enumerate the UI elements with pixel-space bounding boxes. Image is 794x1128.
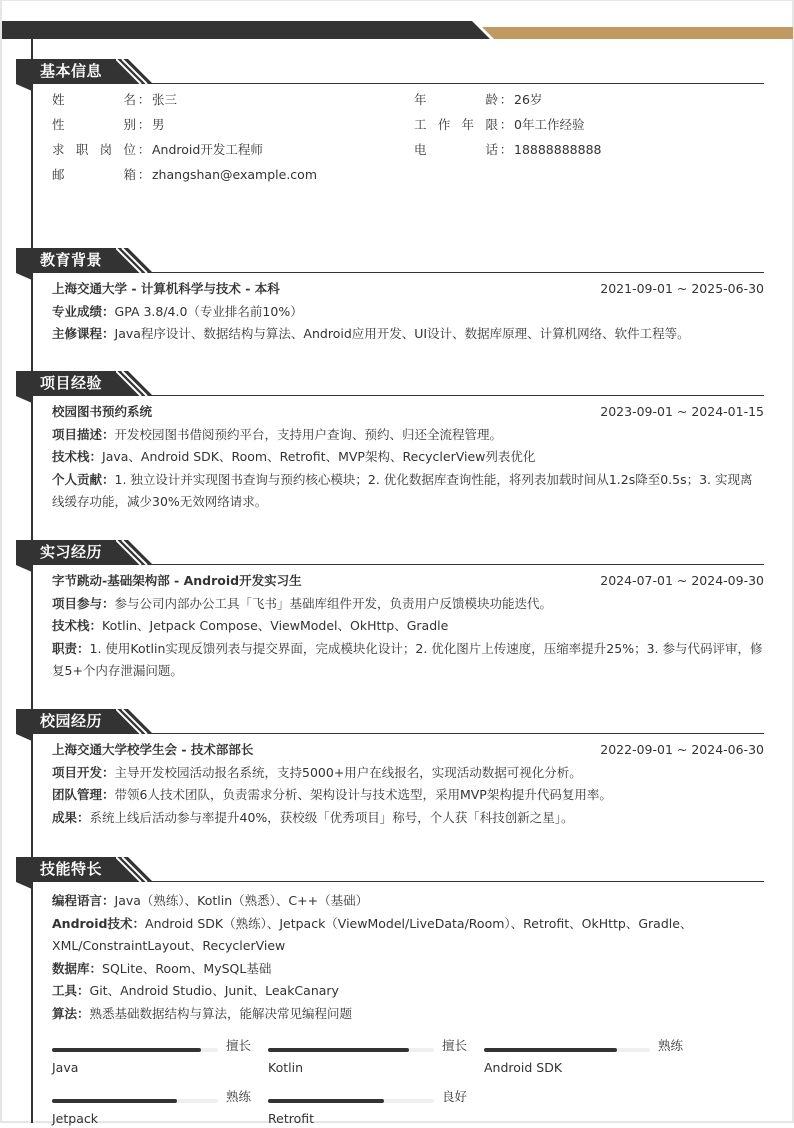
skill-name: Retrofit — [268, 1111, 315, 1126]
section-skills — [16, 857, 764, 1126]
info-row-name: 姓名 ： 张三 — [52, 89, 177, 111]
project-line: 技术栈：Java、Android SDK、Room、Retrofit、MVP架构、RecyclerView列表优化 — [52, 449, 536, 464]
section-header — [16, 709, 764, 734]
skill-level: 熟练 — [658, 1038, 684, 1053]
skill-name: Android SDK — [484, 1060, 563, 1075]
section-divider — [152, 733, 764, 734]
campus-line: 项目开发：主导开发校园活动报名系统，支持5000+用户在线报名，实现活动数据可视化分析。 — [52, 764, 582, 780]
section-divider — [152, 395, 764, 396]
skill-level: 擅长 — [442, 1038, 468, 1053]
section-title: 教育背景 — [40, 251, 103, 269]
skill-track — [268, 1048, 434, 1052]
info-value: zhangshan@example.com — [152, 167, 317, 182]
date-range: 2022-09-01 ~ 2024-06-30 — [600, 742, 764, 757]
section-education — [16, 248, 764, 346]
skill-line: Android技术：Android SDK（熟练）、Jetpack（ViewModel/LiveData/Room）、Retrofit、OkHttp、Gradle、XML/ConstraintLayout、RecyclerView — [52, 915, 693, 953]
info-row-email: 邮箱 ： zhangshan@example.com — [52, 164, 317, 186]
info-value: 18888888888 — [514, 142, 602, 157]
section-header — [16, 248, 764, 273]
skill-level: 熟练 — [226, 1089, 252, 1104]
basic-info-grid — [52, 89, 764, 189]
info-value: 26岁 — [514, 92, 543, 107]
info-label: 姓名 — [52, 92, 136, 107]
skill-line: 工具：Git、Android Studio、Junit、LeakCanary — [52, 983, 339, 998]
edu-line: 专业成绩：GPA 3.8/4.0（专业排名前10%） — [52, 303, 303, 319]
stripes-decoration-icon — [116, 857, 156, 882]
skill-track — [484, 1048, 650, 1052]
org-role: 上海交通大学校学生会 - 技术部部长 — [52, 742, 254, 757]
section-title: 技能特长 — [40, 860, 103, 878]
info-row-gender: 性别 ： 男 — [52, 114, 165, 136]
section-title: 基本信息 — [40, 62, 103, 80]
stripes-decoration-icon — [116, 248, 156, 273]
skill-fill — [484, 1048, 617, 1052]
info-value: 张三 — [152, 92, 178, 107]
skill-name: Kotlin — [268, 1060, 303, 1075]
stripes-decoration-icon — [116, 59, 156, 84]
skill-name: Jetpack — [52, 1111, 98, 1126]
date-range: 2021-09-01 ~ 2025-06-30 — [600, 281, 764, 296]
info-row-position: 求职岗位 ： Android开发工程师 — [52, 139, 263, 161]
info-label: 求职岗位 — [52, 142, 136, 157]
skill-line: 数据库：SQLite、Room、MySQL基础 — [52, 960, 272, 976]
header-bar-gold — [482, 27, 793, 39]
skill-level: 良好 — [442, 1089, 468, 1104]
skill-fill — [268, 1099, 384, 1103]
skill-fill — [268, 1048, 409, 1052]
skill-name: Java — [52, 1060, 79, 1075]
section-divider — [152, 83, 764, 84]
info-label: 年龄 — [414, 92, 498, 107]
info-value: 男 — [152, 117, 165, 132]
education-heading — [52, 278, 764, 301]
company-role: 字节跳动-基础架构部 - Android开发实习生 — [52, 573, 302, 588]
campus-heading — [52, 739, 764, 762]
date-range: 2024-07-01 ~ 2024-09-30 — [600, 573, 764, 588]
edu-line: 主修课程：Java程序设计、数据结构与算法、Android应用开发、UI设计、数据库原理、计算机网络、软件工程等。 — [52, 326, 690, 341]
skill-fill — [52, 1048, 201, 1052]
skill-track — [52, 1099, 218, 1103]
date-range: 2023-09-01 ~ 2024-01-15 — [600, 404, 764, 419]
internship-line: 技术栈：Kotlin、Jetpack Compose、ViewModel、OkHttp、Gradle — [52, 618, 449, 633]
section-title: 项目经验 — [40, 374, 103, 392]
section-divider — [152, 564, 764, 565]
internship-line: 职责：1. 使用Kotlin实现反馈列表与提交界面，完成模块化设计；2. 优化图片上传速度，压缩率提升25%；3. 参与代码评审，修复5+个内存泄漏问题。 — [52, 640, 763, 678]
section-basic-info — [16, 59, 764, 189]
skill-track — [268, 1099, 434, 1103]
section-title: 实习经历 — [40, 543, 103, 561]
project-line: 项目描述：开发校园图书借阅预约平台，支持用户查询、预约、归还全流程管理。 — [52, 426, 503, 442]
section-header — [16, 59, 764, 84]
project-name: 校园图书预约系统 — [52, 404, 153, 419]
info-label: 邮箱 — [52, 167, 136, 182]
campus-line: 成果：系统上线后活动参与率提升40%，获校级「优秀项目」称号，个人获「科技创新之星」。 — [52, 809, 574, 825]
section-projects — [16, 371, 764, 514]
internship-heading — [52, 570, 764, 593]
campus-line: 团队管理：带领6人技术团队，负责需求分析、架构设计与技术选型，采用MVP架构提升代码复用率。 — [52, 787, 612, 802]
stripes-decoration-icon — [116, 371, 156, 396]
info-row-phone: 电话 ： 18888888888 — [414, 139, 601, 161]
skill-track — [52, 1048, 218, 1052]
section-internship — [16, 540, 764, 683]
skill-line: 编程语言：Java（熟练）、Kotlin（熟悉）、C++（基础） — [52, 893, 369, 908]
skill-line: 算法：熟悉基础数据结构与算法，能解决常见编程问题 — [52, 1005, 353, 1021]
info-value: 0年工作经验 — [514, 117, 585, 132]
info-row-experience: 工作年限 ： 0年工作经验 — [414, 114, 584, 136]
section-divider — [152, 881, 764, 882]
skill-level: 擅长 — [226, 1038, 252, 1053]
section-divider — [152, 272, 764, 273]
info-row-age: 年龄 ： 26岁 — [414, 89, 542, 111]
info-label: 电话 — [414, 142, 498, 157]
info-label: 性别 — [52, 117, 136, 132]
info-label: 工作年限 — [414, 117, 498, 132]
section-header — [16, 857, 764, 882]
page-border-left — [0, 0, 2, 1123]
project-heading — [52, 401, 764, 424]
skill-fill — [52, 1099, 177, 1103]
info-value: Android开发工程师 — [152, 142, 263, 157]
internship-line: 项目参与：参与公司内部办公工具「飞书」基础库组件开发，负责用户反馈模块功能迭代。 — [52, 595, 553, 611]
project-line: 个人贡献：1. 独立设计并实现图书查询与预约核心模块；2. 优化数据库查询性能，将列表加载时间从1.2s降至0.5s；3. 实现离线缓存功能，减少30%无效网络请求。 — [52, 471, 753, 509]
page-border-top — [0, 0, 794, 1]
school-degree: 上海交通大学 - 计算机科学与技术 - 本科 — [52, 281, 280, 296]
section-header — [16, 540, 764, 565]
stripes-decoration-icon — [116, 540, 156, 565]
stripes-decoration-icon — [116, 709, 156, 734]
header-bar-dark — [2, 21, 490, 39]
section-header — [16, 371, 764, 396]
skill-bars — [52, 1031, 764, 1126]
section-title: 校园经历 — [40, 712, 103, 730]
section-campus — [16, 709, 764, 829]
